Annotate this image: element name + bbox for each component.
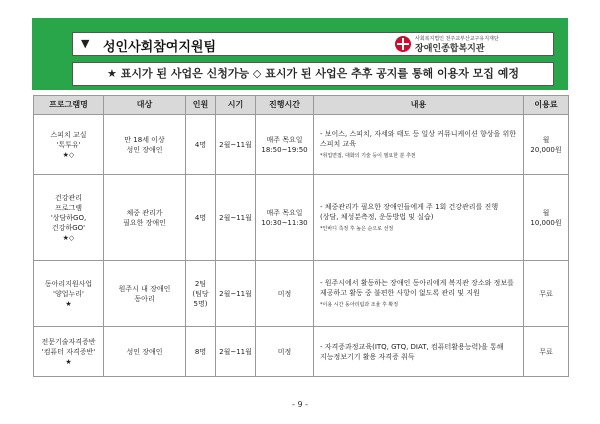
program-name-line: '상담하GO, — [50, 213, 87, 222]
count-cell — [186, 327, 216, 377]
period-cell: 2월~11월 — [216, 261, 256, 327]
target-line: 동아리 — [134, 294, 155, 303]
program-name-line: ★ — [65, 357, 72, 366]
target-cell — [104, 115, 186, 175]
col-header-name: 프로그램명 — [34, 96, 104, 115]
col-header-period: 시기 — [216, 96, 256, 115]
fee-line: 10,000원 — [530, 218, 562, 227]
col-header-count: 인원 — [186, 96, 216, 115]
program-name-line: ★◇ — [62, 233, 75, 242]
program-name-line: 동아리지원사업 — [44, 279, 93, 288]
program-name-line: 프로그램 — [54, 203, 83, 212]
target-cell — [104, 175, 186, 261]
time-cell — [256, 115, 314, 175]
time-line: 미정 — [277, 347, 292, 356]
count-line: 4명 — [194, 140, 207, 149]
count-line: 8명 — [194, 347, 207, 356]
count-cell — [186, 115, 216, 175]
col-header-time: 진행시간 — [256, 96, 314, 115]
triangle-down-icon: ▼ — [81, 37, 90, 50]
period-cell: 2월~11월 — [216, 327, 256, 377]
program-name-line: '톡투유' — [56, 140, 81, 149]
section-title: 성인사회참여지원팀 — [103, 40, 217, 55]
table-row — [34, 115, 569, 175]
fee-cell — [524, 261, 569, 327]
period-cell: 2월~11월 — [216, 175, 256, 261]
fee-cell — [524, 175, 569, 261]
program-table — [33, 95, 569, 377]
program-name-line: 건강관리 — [54, 193, 83, 202]
time-cell — [256, 261, 314, 327]
target-line: 원주시 내 장애인 — [118, 284, 171, 293]
content-note: *취업면접, 대화의 기술 등이 필요한 분 추천 — [320, 152, 416, 159]
content-line: 제공하고 활동 중 불편한 사항이 없도록 관리 및 지원 — [320, 288, 480, 297]
table-header-row — [34, 96, 569, 115]
count-line: 4명 — [194, 213, 207, 222]
logo-subtitle: 사회복지법인 천주교부산교구유지재단 — [415, 36, 499, 42]
program-name-line: ★◇ — [62, 150, 75, 159]
period-cell: 2월~11월 — [216, 115, 256, 175]
program-name-cell — [34, 327, 104, 377]
content-note: *이용 시간 동아리팀과 조율 후 확정 — [320, 301, 399, 308]
fee-line: 무료 — [539, 289, 553, 298]
logo-cross-icon — [395, 36, 411, 52]
program-name-line: '컴퓨터 자격증반' — [41, 347, 96, 356]
col-header-target: 대상 — [104, 96, 186, 115]
target-line: 만 18세 이상 — [124, 135, 165, 144]
target-cell — [104, 261, 186, 327]
table-row — [34, 175, 569, 261]
legend-text: ★ 표시가 된 사업은 신청가능 ◇ 표시가 된 사업은 추후 공지를 통해 이용자 모집 예정 — [107, 67, 519, 80]
time-cell — [256, 327, 314, 377]
col-header-fee: 이용료 — [524, 96, 569, 115]
time-line: 18:50~19:50 — [261, 145, 308, 154]
content-line: 지능정보기기 활용 자격증 취득 — [320, 352, 415, 361]
legend-box — [72, 62, 554, 86]
time-line: 매주 목요일 — [266, 135, 303, 144]
fee-cell — [524, 327, 569, 377]
content-cell — [314, 115, 524, 175]
content-line: 스피치 교육 — [320, 139, 357, 148]
col-header-content: 내용 — [314, 96, 524, 115]
fee-cell — [524, 115, 569, 175]
section-title-box — [72, 32, 554, 56]
content-cell — [314, 327, 524, 377]
content-cell — [314, 175, 524, 261]
program-name-cell — [34, 115, 104, 175]
target-cell — [104, 327, 186, 377]
count-cell — [186, 261, 216, 327]
count-line: 5명) — [193, 299, 208, 308]
program-name-line: 스피치 교실 — [50, 130, 87, 139]
count-cell — [186, 175, 216, 261]
table-row — [34, 327, 569, 377]
time-cell — [256, 175, 314, 261]
table-row — [34, 261, 569, 327]
count-line: (팀당 — [192, 289, 209, 298]
target-line: 체중 관리가 — [126, 208, 163, 217]
fee-line: 무료 — [539, 347, 553, 356]
content-line: - 체중관리가 필요한 장애인들에게 주 1회 건강관리를 진행 — [320, 202, 499, 211]
target-line: 필요한 장애인 — [123, 218, 166, 227]
target-line: 성인 장애인 — [126, 145, 163, 154]
count-line: 2팀 — [194, 279, 207, 288]
time-line: 10:30~11:30 — [261, 218, 308, 227]
content-cell — [314, 261, 524, 327]
fee-line: 월 — [542, 135, 550, 144]
program-name-cell — [34, 261, 104, 327]
fee-line: 월 — [542, 208, 550, 217]
center-logo — [395, 35, 545, 54]
target-line: 성인 장애인 — [126, 347, 163, 356]
content-line: - 자격증과정교육(ITQ, GTQ, DIAT, 컴퓨터활용능력)을 통해 — [320, 342, 504, 351]
program-name-cell — [34, 175, 104, 261]
page-number: - 9 - — [292, 400, 308, 409]
content-line: - 보이스, 스피치, 자세와 태도 등 일상 커뮤니케이션 향상을 위한 — [320, 129, 517, 138]
program-name-line: 건강하GO' — [51, 223, 86, 232]
content-note: *인바디 측정 후 높은 순으로 선정 — [320, 225, 394, 232]
program-name-line: ★ — [65, 299, 72, 308]
program-name-line: 전문기술자격증반 — [41, 337, 96, 346]
time-line: 매주 목요일 — [266, 208, 303, 217]
content-line: (상담, 체성분측정, 운동방법 및 실습) — [320, 212, 434, 221]
program-name-line: '양업누리' — [53, 289, 84, 298]
time-line: 미정 — [277, 289, 292, 298]
fee-line: 20,000원 — [530, 145, 562, 154]
content-line: - 원주시에서 활동하는 장애인 동아리에게 복지관 장소와 정보를 — [320, 278, 514, 287]
logo-name: 장애인종합복지관 — [415, 44, 485, 54]
